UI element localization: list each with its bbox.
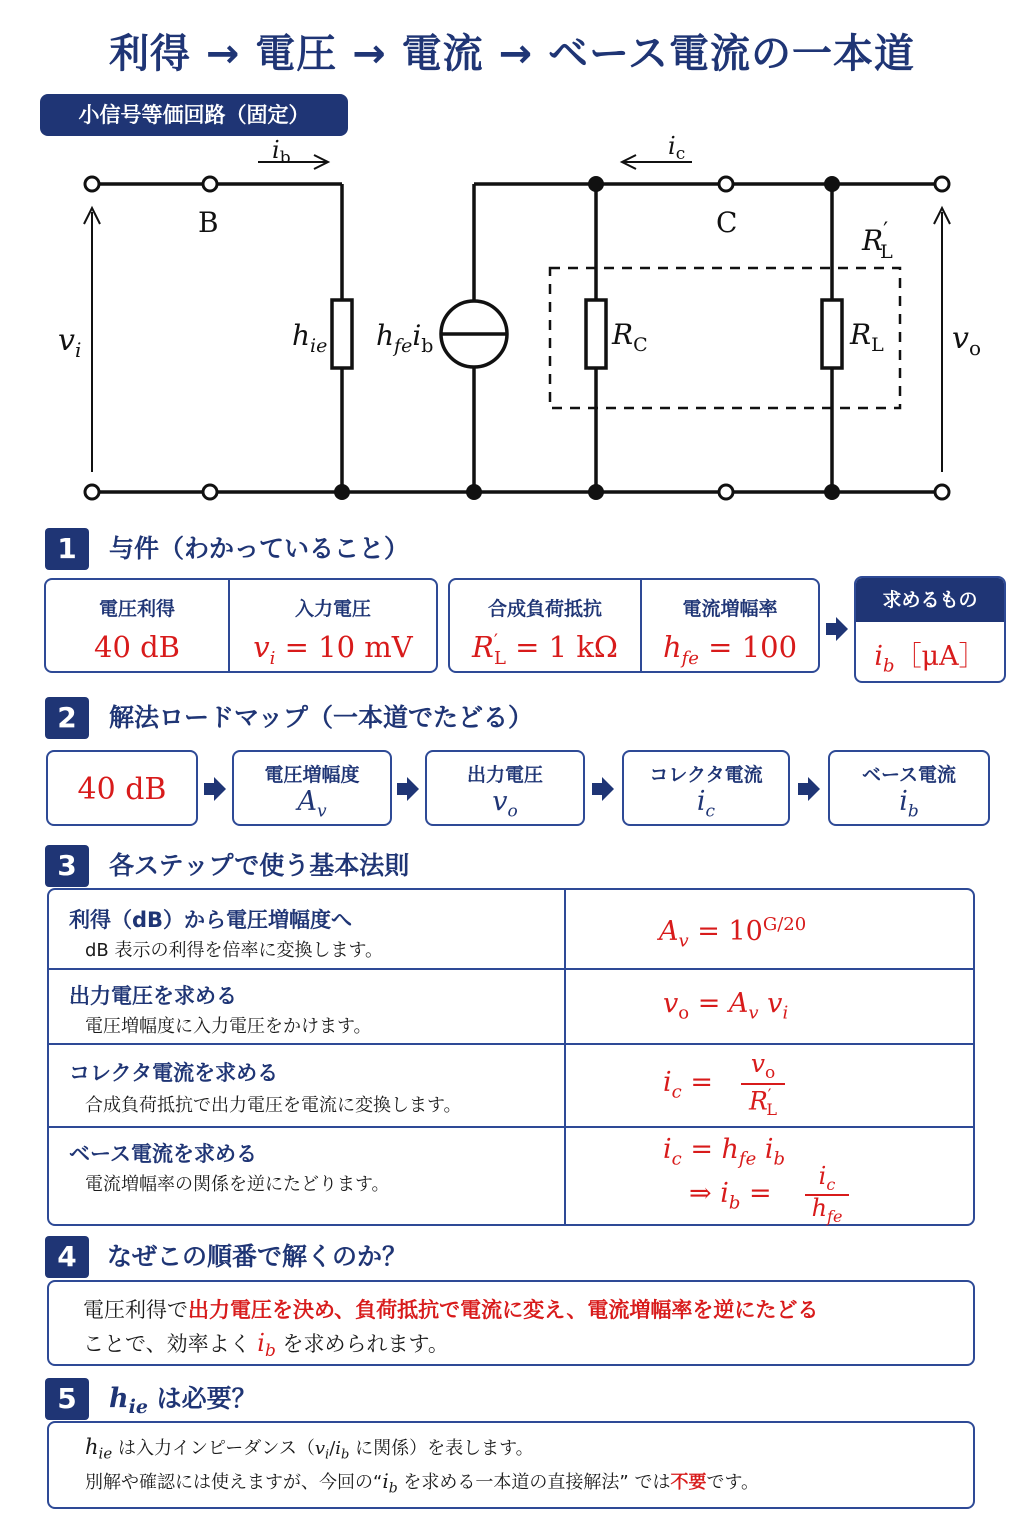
- terminal-output-top: [935, 177, 949, 191]
- roadmap-label: ベース電流: [861, 764, 957, 786]
- roadmap-symbol: $i_b$: [899, 786, 919, 822]
- fraction-denominator: $R'_L$: [748, 1085, 778, 1120]
- junction-dot: [824, 176, 840, 192]
- fraction-numerator: $v_o$: [750, 1049, 776, 1083]
- c-label: C: [716, 206, 738, 239]
- given-label: 電流増幅率: [682, 598, 778, 620]
- law-row: [49, 1126, 973, 1226]
- law-title: 出力電圧を求める: [69, 984, 237, 1008]
- target-value: $i_b[\mu A]$: [874, 641, 986, 677]
- section-number: 5: [45, 1378, 89, 1420]
- junction-dot: [588, 484, 604, 500]
- formula-vo: $v_o = A_v$ $v_i$: [663, 988, 789, 1024]
- equivalent-circuit-diagram: [0, 135, 1024, 515]
- ic-label: $i_c$: [668, 135, 686, 164]
- section-title: 各ステップで使う基本法則: [109, 851, 410, 880]
- laws-table: [47, 888, 975, 1226]
- reason-line-1: 電圧利得で出力電圧を決め、負荷抵抗で電流に変え、電流増幅率を逆にたどる: [83, 1298, 819, 1322]
- roadmap-symbol: $v_o$: [492, 786, 518, 822]
- formula-ic-hfe: $i_c = h_{fe}$ $i_b$: [663, 1134, 786, 1170]
- given-value: $R'_L = 1$ kΩ: [472, 630, 618, 669]
- terminal-b-bottom: [203, 485, 217, 499]
- formula-ib: ⇒ $i_b$ =: [689, 1178, 772, 1214]
- section-title: 解法ロードマップ（一本道でたどる）: [109, 703, 534, 732]
- hie-label: $h_{ie}$: [292, 319, 328, 357]
- section-title: $h_{ie}$ は必要？: [109, 1383, 257, 1418]
- page-title: 利得 → 電圧 → 電流 → ベース電流の一本道: [108, 31, 916, 77]
- law-description: 電圧増幅度に入力電圧をかけます。: [85, 1016, 372, 1037]
- law-title: ベース電流を求める: [69, 1142, 257, 1166]
- hie-resistor: [332, 300, 352, 368]
- roadmap-label: コレクタ電流: [649, 764, 763, 786]
- arrow-right-icon: [204, 777, 226, 801]
- terminal-c-bottom: [719, 485, 733, 499]
- terminal-input-bottom: [85, 485, 99, 499]
- junction-dot: [334, 484, 350, 500]
- formula-av: $A_v = 10^{G/20}$: [659, 914, 807, 952]
- given-hfe: [642, 580, 818, 671]
- law-row: [49, 968, 973, 1043]
- terminal-output-bottom: [935, 485, 949, 499]
- law-title: 利得（dB）から電圧増幅度へ: [69, 908, 353, 932]
- source-label: $h_{fe}i_b$: [376, 319, 434, 357]
- roadmap-value: 40 dB: [77, 772, 167, 807]
- rc-label: $R_C$: [612, 318, 648, 356]
- hie-line-1: $h_{ie}$ は入力インピーダンス（$v_i/i_b$ に関係）を表します。: [85, 1435, 534, 1463]
- section-number: 1: [45, 528, 89, 570]
- given-label: 合成負荷抵抗: [487, 598, 602, 620]
- target-label: 求めるもの: [856, 578, 1004, 622]
- arrow-right-icon: [826, 617, 848, 641]
- junction-dot: [824, 484, 840, 500]
- section-title: なぜこの順番で解くのか？: [107, 1242, 408, 1271]
- formula-ic: $i_c$ =: [663, 1067, 713, 1103]
- fraction-denominator: $h_{fe}$: [811, 1194, 843, 1226]
- vo-label: $v_o$: [952, 321, 981, 360]
- rc-resistor: [586, 300, 606, 368]
- roadmap-symbol: $A_v$: [297, 786, 327, 822]
- given-value: 40 dB: [94, 630, 180, 664]
- hie-box: [47, 1421, 975, 1509]
- law-description: 電流増幅率の関係を逆にたどります。: [85, 1174, 390, 1195]
- roadmap-step-ic: [622, 750, 790, 826]
- roadmap-label: 電圧増幅度: [264, 764, 360, 786]
- terminal-input-top: [85, 177, 99, 191]
- rl-resistor: [822, 300, 842, 368]
- arrow-right-icon: [592, 777, 614, 801]
- roadmap-step-ib: [828, 750, 990, 826]
- given-input-voltage: [230, 580, 436, 671]
- given-label: 電圧利得: [98, 598, 175, 620]
- law-description: dB 表示の利得を倍率に変換します。: [85, 940, 384, 961]
- given-load: [450, 580, 640, 671]
- vi-label: $v_i$: [58, 323, 82, 362]
- section-number: 3: [45, 845, 89, 887]
- given-value: $h_{fe} = 100$: [662, 630, 798, 669]
- arrow-right-icon: [798, 777, 820, 801]
- reason-box: [47, 1280, 975, 1366]
- roadmap-step-gain: [46, 750, 198, 826]
- terminal-c: [719, 177, 733, 191]
- reason-line-2: ことで、効率よく $i_b$ を求められます。: [83, 1329, 449, 1362]
- rl-prime-label: R′ L: [862, 219, 893, 263]
- junction-dot: [466, 484, 482, 500]
- roadmap-label: 出力電圧: [466, 764, 543, 786]
- law-title: コレクタ電流を求める: [69, 1061, 279, 1085]
- section-number: 2: [45, 697, 89, 739]
- given-value: $v_i = 10$ mV: [253, 630, 413, 669]
- law-description: 合成負荷抵抗で出力電圧を電流に変換します。: [85, 1095, 462, 1116]
- section-title: 与件（わかっていること）: [109, 534, 410, 563]
- circuit-tag: 小信号等価回路（固定）: [40, 94, 348, 136]
- givens-box-1: [44, 578, 438, 673]
- roadmap-step-vo: [425, 750, 585, 826]
- given-label: 入力電圧: [294, 598, 371, 620]
- roadmap-step-av: [232, 750, 392, 826]
- terminal-b: [203, 177, 217, 191]
- law-row: [49, 890, 973, 968]
- junction-dot: [588, 176, 604, 192]
- b-label: B: [198, 206, 219, 239]
- target-box: [854, 576, 1006, 683]
- fraction-numerator: $i_c$: [818, 1162, 836, 1194]
- arrow-right-icon: [397, 777, 419, 801]
- roadmap-symbol: $i_c$: [696, 786, 716, 822]
- given-gain: [46, 580, 228, 671]
- section-number: 4: [45, 1236, 89, 1278]
- givens-box-2: [448, 578, 820, 673]
- rl-label: $R_L$: [850, 318, 884, 356]
- law-row: [49, 1043, 973, 1126]
- ib-label: $i_b$: [272, 136, 291, 168]
- hie-line-2: 別解や確認には使えますが、今回の“$i_b$ を求める一本道の直接解法” では不要です。: [85, 1469, 760, 1497]
